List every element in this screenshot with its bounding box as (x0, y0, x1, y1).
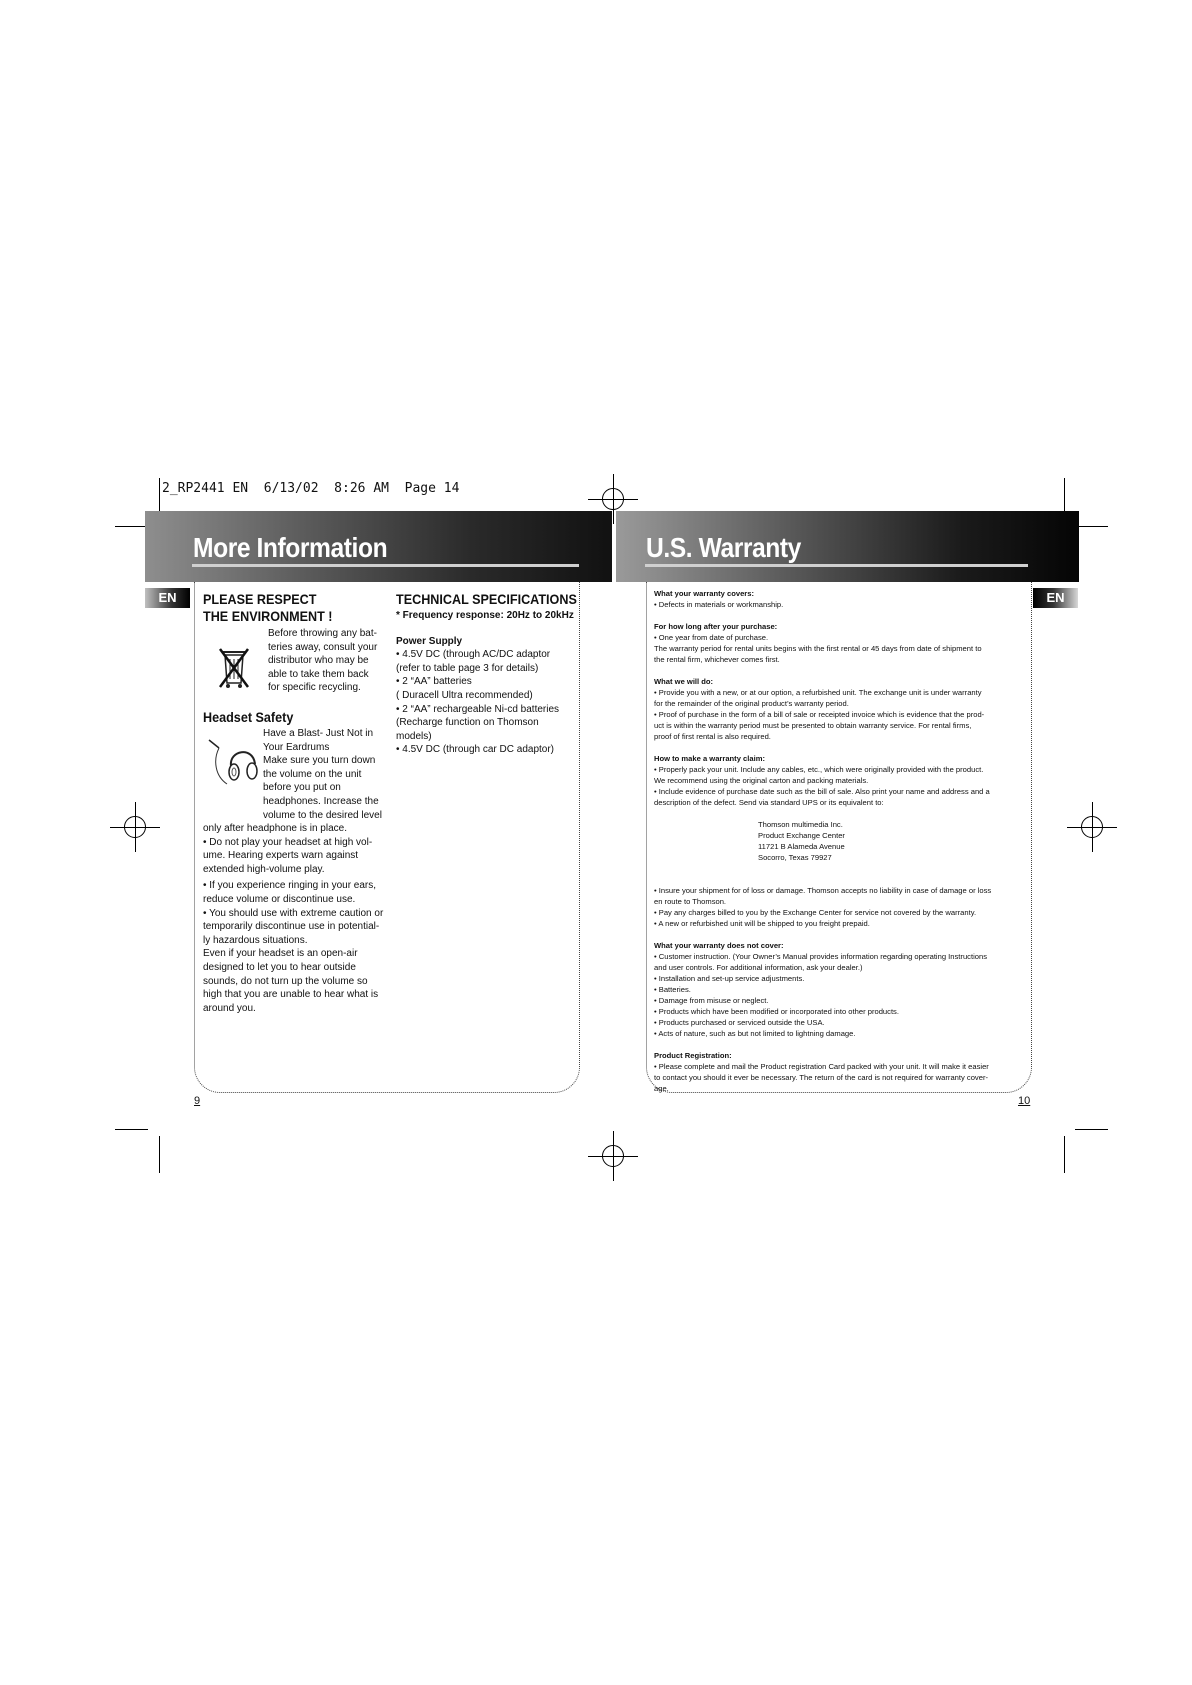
specs-heading: TECHNICAL SPECIFICATIONS (396, 591, 577, 607)
text-line: • Include evidence of purchase date such as the bill of sale. Also print your name and address and a (654, 787, 990, 796)
page-number-right: 10 (1018, 1095, 1031, 1107)
environment-text (268, 627, 388, 695)
environment-heading-line2: THE ENVIRONMENT ! (203, 608, 333, 624)
text-line: uct is within the warranty period must be presented to obtain warranty service. For rental firms, (654, 721, 972, 730)
text-line: • Products purchased or serviced outside the USA. (654, 1018, 825, 1027)
right-page-title: U.S. Warranty (646, 532, 801, 563)
text-line: for specific recycling. (268, 682, 361, 694)
text-line: extended high-volume play. (203, 863, 325, 875)
left-page-title: More Information (193, 532, 388, 563)
text-line: Before throwing any bat- (268, 628, 377, 639)
text-line: • 4.5V DC (through AC/DC adaptor (396, 649, 551, 661)
text-line: • Customer instruction. (Your Owner’s Manual provides information regarding operating Instructions (654, 952, 988, 961)
text-line: The warranty period for rental units begins with the first rental or 45 days from date of shipment to (654, 644, 982, 653)
text-line: headphones. Increase the (263, 795, 379, 807)
environment-heading-line1: PLEASE RESPECT (203, 591, 317, 607)
language-tab-right: EN (1033, 588, 1078, 608)
text-line: Even if your headset is an open-air (203, 948, 358, 960)
section-heading: What we will do: (654, 677, 714, 686)
text-line: • If you experience ringing in your ears, (203, 880, 377, 892)
frequency-response: * Frequency response: 20Hz to 20kHz (396, 610, 574, 621)
text-line: ly hazardous situations. (203, 934, 308, 946)
text-line: ume. Hearing experts warn against (203, 850, 359, 862)
slug-line: 2_RP2441 EN 6/13/02 8:26 AM Page 14 (162, 481, 460, 496)
power-supply-heading: Power Supply (396, 635, 463, 647)
warranty-body (654, 588, 1029, 1094)
text-line: • One year from date of purchase. (654, 633, 769, 642)
text-line: • Proof of purchase in the form of a bill of sale or receipted invoice which is evidence that the prod- (654, 710, 985, 719)
text-line: models) (396, 730, 432, 742)
text-line: • Defects in materials or workmanship. (654, 600, 784, 609)
text-line: • Batteries. (654, 985, 691, 994)
text-line: • Provide you with a new, or at our option, a refurbished unit. The exchange unit is under warranty (654, 688, 982, 697)
header-underline (192, 564, 579, 567)
specs-section (396, 591, 586, 757)
section-heading: What your warranty covers: (654, 589, 755, 598)
mailing-address (654, 819, 1029, 863)
text-line: the rental firm, whichever comes first. (654, 655, 780, 664)
headset-heading-wrap (203, 709, 303, 726)
registration-mark-bottom (602, 1145, 624, 1167)
text-line: Your Eardrums (263, 741, 330, 753)
text-line: designed to let you to hear outside (203, 961, 356, 973)
section-heading: How to make a warranty claim: (654, 754, 765, 763)
header-underline (645, 564, 1028, 567)
headset-body-text (203, 822, 393, 1015)
text-line: • You should use with extreme caution or (203, 907, 384, 919)
text-line: teries away, consult your (268, 641, 378, 653)
text-line: to contact you should it ever be necessary. The return of the card is not required for warranty cover- (654, 1073, 989, 1082)
text-line: high that you are unable to hear what is (203, 989, 379, 1001)
text-line: ( Duracell Ultra recommended) (396, 689, 533, 701)
text-line: temporarily discontinue use in potential- (203, 921, 380, 933)
address-line: 11721 B Alameda Avenue (758, 842, 845, 851)
headset-intro-text (263, 727, 388, 822)
text-line: only after headphone is in place. (203, 823, 347, 834)
text-line: (refer to table page 3 for details) (396, 662, 539, 674)
text-line: age. (654, 1084, 669, 1093)
text-line: (Recharge function on Thomson (396, 717, 539, 729)
registration-mark-right (1081, 816, 1103, 838)
text-line: • 2 “AA” rechargeable Ni-cd batteries (396, 703, 560, 715)
text-line: around you. (203, 1002, 256, 1014)
right-page-header (616, 511, 1079, 582)
address-line: Product Exchange Center (758, 831, 845, 840)
text-line: sounds, do not turn up the volume so (203, 975, 368, 987)
text-line: • Pay any charges billed to you by the Exchange Center for service not covered by the warranty. (654, 908, 977, 917)
text-line: description of the defect. Send via standard UPS or its equivalent to: (654, 798, 884, 807)
text-line: • Do not play your headset at high vol- (203, 836, 373, 848)
text-line: • Please complete and mail the Product registration Card packed with your unit. It will make it easier (654, 1062, 989, 1071)
power-supply-list (396, 648, 586, 757)
text-line: Make sure you turn down (263, 755, 376, 767)
page-number-left: 9 (194, 1095, 201, 1107)
language-tab-left: EN (145, 588, 190, 608)
address-line: Thomson multimedia Inc. (758, 820, 843, 829)
section-heading: For how long after your purchase: (654, 622, 778, 631)
headphones-icon (207, 736, 259, 788)
text-line: We recommend using the original carton and packing materials. (654, 776, 869, 785)
section-heading: Product Registration: (654, 1051, 732, 1060)
text-line: • A new or refurbished unit will be shipped to you freight prepaid. (654, 919, 870, 928)
text-line: • Products which have been modified or incorporated into other products. (654, 1007, 899, 1016)
text-line: Have a Blast- Just Not in (263, 728, 374, 739)
text-line: proof of first rental is also required. (654, 732, 771, 741)
text-line: • Insure your shipment for of loss or damage. Thomson accepts no liability in case of damage or loss (654, 886, 992, 895)
text-line: • Properly pack your unit. Include any cables, etc., which were originally provided with the product. (654, 765, 984, 774)
text-line: able to take them back (268, 668, 369, 680)
text-line: • Damage from misuse or neglect. (654, 996, 769, 1005)
text-line: reduce volume or discontinue use. (203, 893, 356, 905)
text-line: before you put on (263, 782, 341, 794)
section-heading: What your warranty does not cover: (654, 941, 784, 950)
text-line: distributor who may be (268, 655, 369, 667)
text-line: • 2 “AA” batteries (396, 676, 472, 688)
registration-mark-top (602, 488, 624, 510)
left-page-header (145, 511, 612, 582)
address-line: Socorro, Texas 79927 (758, 853, 832, 862)
text-line: • Acts of nature, such as but not limited to lightning damage. (654, 1029, 856, 1038)
text-line: en route to Thomson. (654, 897, 727, 906)
text-line: and user controls. For additional information, ask your dealer.) (654, 963, 863, 972)
headset-heading: Headset Safety (203, 709, 294, 725)
text-line: for the remainder of the original product’s warranty period. (654, 699, 849, 708)
text-line: • 4.5V DC (through car DC adaptor) (396, 744, 555, 756)
text-line: the volume on the unit (263, 768, 362, 780)
environment-section (203, 591, 383, 625)
registration-mark-left (124, 816, 146, 838)
text-line: • Installation and set-up service adjustments. (654, 974, 805, 983)
text-line: volume to the desired level (263, 809, 382, 821)
crossed-out-bin-icon (216, 643, 254, 691)
